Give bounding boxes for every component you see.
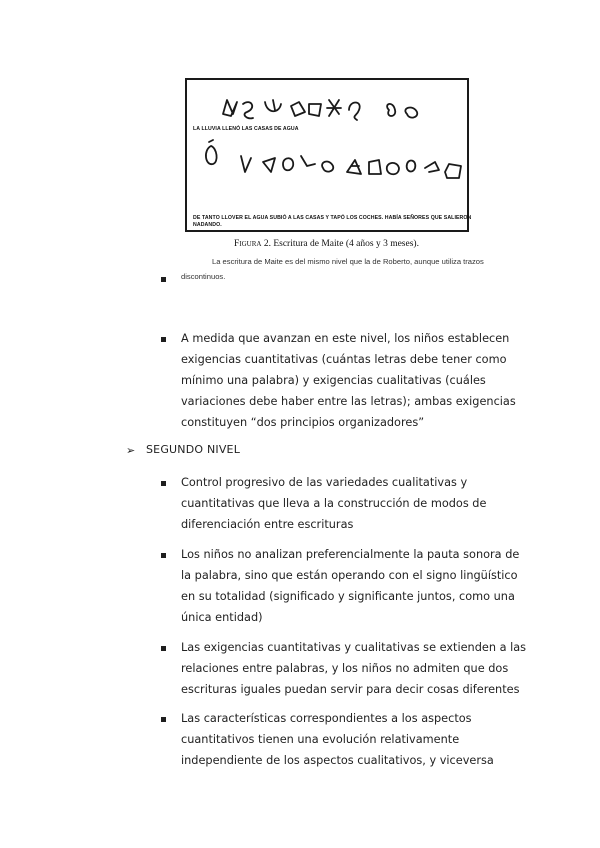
arrow-bullet-icon: ➢ (126, 444, 136, 457)
figure-description-line2: discontinuos. (181, 272, 226, 281)
figure-title-prefix: Figura 2. (234, 239, 271, 249)
list-item-relaciones-palabras: Las exigencias cuantitativas y cualitativas se extienden a las relaciones entre palabras, y los niños no admiten que dos escrituras iguales puedan servir para decir cosas diferentes (181, 641, 527, 696)
list-item-caracteristicas: Las características correspondientes a los aspectos cuantitativos tienen una evolución relativamente independiente de los aspectos cualitativos, y viceversa (181, 712, 494, 767)
figure-title (234, 239, 419, 249)
bullet-square (161, 717, 166, 722)
bullet-square (161, 553, 166, 558)
bullet-square (161, 646, 166, 651)
list-item-control-progresivo: Control progresivo de las variedades cualitativas y cuantitativas que lleva a la construcción de modos de diferenciación entre escrituras (181, 476, 487, 531)
child-writing-figure (185, 78, 472, 232)
bullet-square (161, 337, 166, 342)
bullet-square (161, 481, 166, 486)
list-item-pauta-sonora: Los niños no analizan preferencialmente la pauta sonora de la palabra, sino que están operando con el signo lingüístico en su totalidad (significado y significante juntos, como una única entidad) (181, 548, 520, 624)
scan-caption-2a: DE TANTO LLOVER EL AGUA SUBIÓ A LAS CASAS Y TAPÓ LOS COCHES. HABÍA SEÑORES QUE SALIERON (193, 215, 472, 221)
figure-description-line1: La escritura de Maite es del mismo nivel que la de Roberto, aunque utiliza trazos (212, 257, 484, 266)
section-heading: SEGUNDO NIVEL (146, 443, 241, 456)
bullet-square (161, 277, 166, 282)
scan-caption-1: LA LLUVIA LLENÓ LAS CASAS DE AGUA (193, 126, 299, 132)
list-item-exigencias: A medida que avanzan en este nivel, los niños establecen exigencias cuantitativas (cuántas letras debe tener como mínimo una palabra) y exigencias cualitativas (cuáles variaciones debe haber entre las letras); ambas exigencias constituyen “dos principios organizadores” (181, 332, 516, 429)
handwriting-scribbles-image (187, 80, 467, 230)
figure-title-rest: Escritura de Maite (4 años y 3 meses). (270, 239, 419, 249)
scan-caption-2b: NADANDO. (193, 222, 222, 228)
